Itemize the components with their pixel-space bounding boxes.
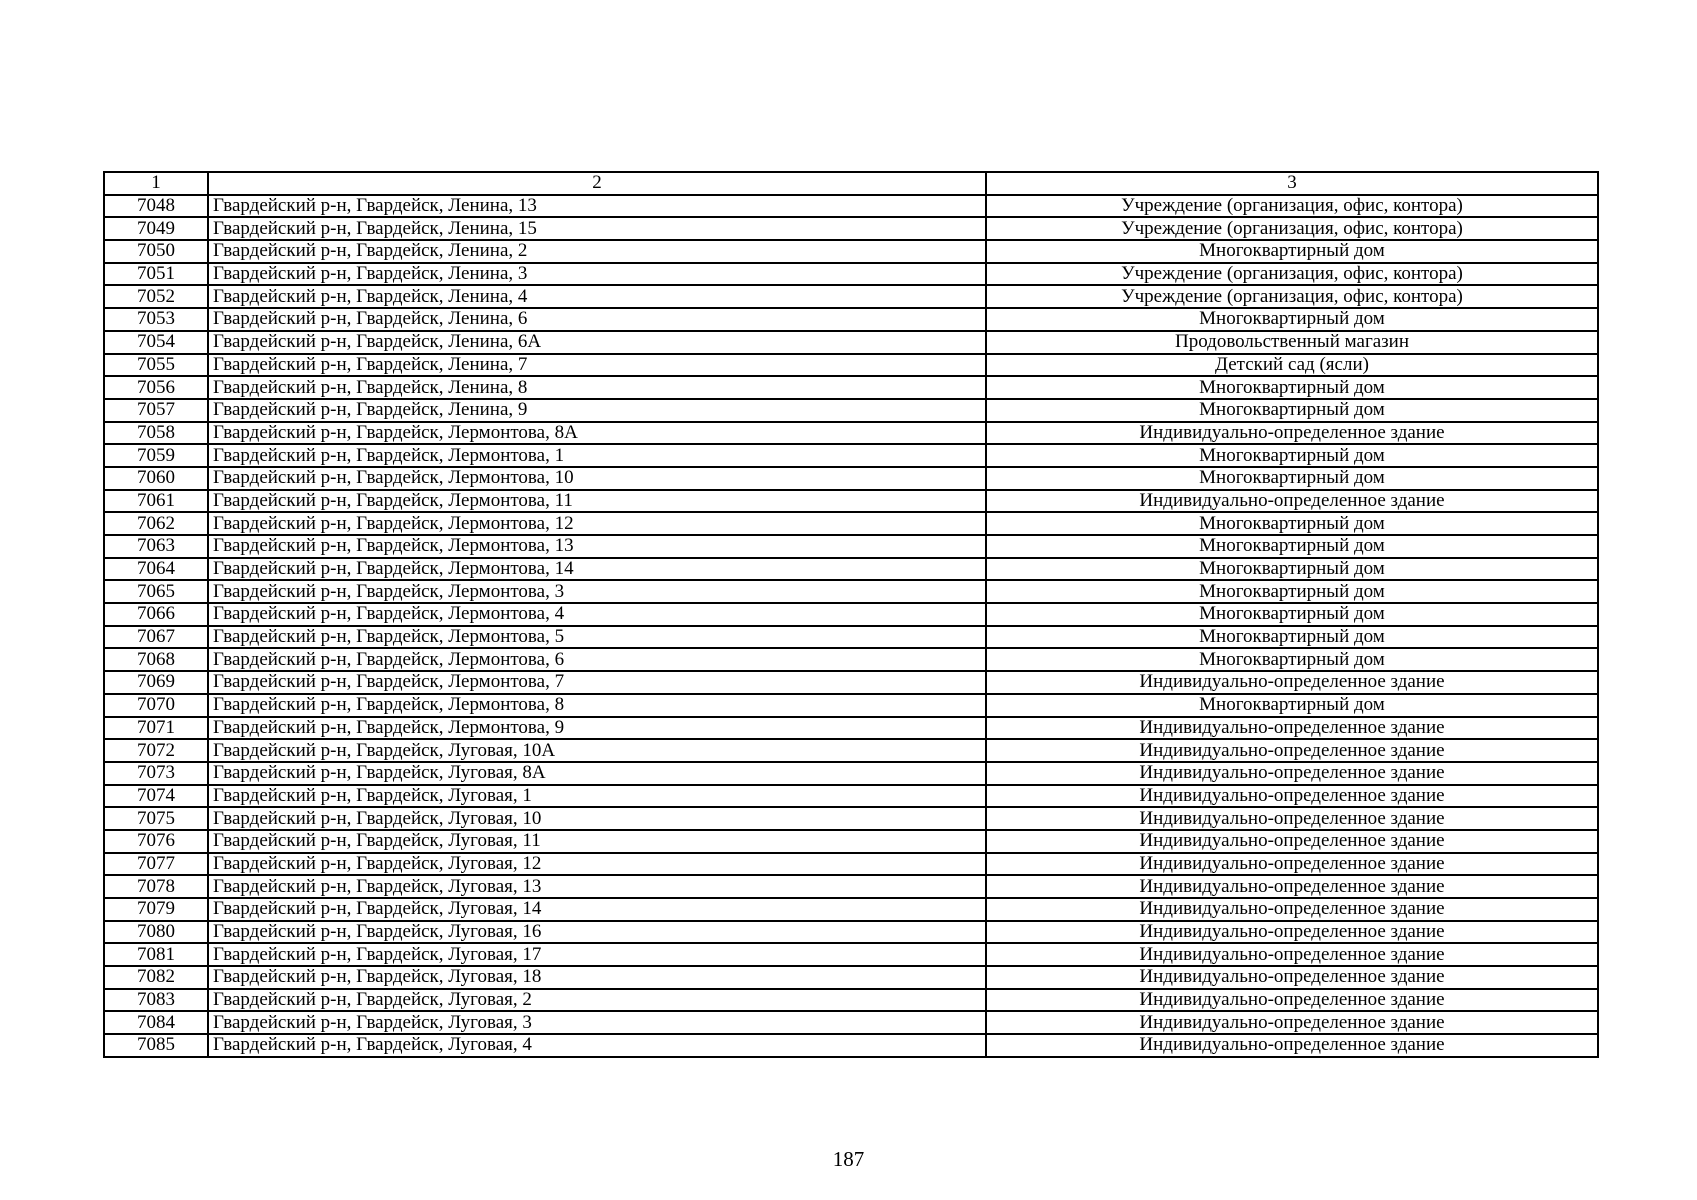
table-row (104, 626, 1598, 649)
row-address-cell: Гвардейский р-н, Гвардейск, Луговая, 4 (208, 1034, 986, 1057)
row-object-type-cell: Индивидуально-определенное здание (986, 989, 1598, 1012)
table-row (104, 535, 1598, 558)
table-row (104, 603, 1598, 626)
row-address-cell: Гвардейский р-н, Гвардейск, Ленина, 9 (208, 399, 986, 422)
row-number-cell: 7061 (104, 490, 208, 513)
row-number-cell: 7080 (104, 921, 208, 944)
table-row (104, 1011, 1598, 1034)
address-registry-table (103, 171, 1599, 1058)
row-number-cell: 7054 (104, 331, 208, 354)
row-object-type-cell: Индивидуально-определенное здание (986, 671, 1598, 694)
table-row (104, 898, 1598, 921)
row-address-cell: Гвардейский р-н, Гвардейск, Луговая, 1 (208, 785, 986, 808)
table-row (104, 943, 1598, 966)
table-row (104, 376, 1598, 399)
table-row (104, 512, 1598, 535)
row-object-type-cell: Многоквартирный дом (986, 694, 1598, 717)
row-address-cell: Гвардейский р-н, Гвардейск, Луговая, 18 (208, 966, 986, 989)
row-number-cell: 7064 (104, 558, 208, 581)
row-number-cell: 7078 (104, 875, 208, 898)
row-number-cell: 7051 (104, 263, 208, 286)
row-object-type-cell: Многоквартирный дом (986, 512, 1598, 535)
row-address-cell: Гвардейский р-н, Гвардейск, Лермонтова, 4 (208, 603, 986, 626)
row-number-cell: 7059 (104, 444, 208, 467)
table-row (104, 444, 1598, 467)
row-number-cell: 7060 (104, 467, 208, 490)
table-row (104, 240, 1598, 263)
table-row (104, 785, 1598, 808)
row-number-cell: 7077 (104, 853, 208, 876)
table-body (104, 195, 1598, 1057)
row-address-cell: Гвардейский р-н, Гвардейск, Лермонтова, 11 (208, 490, 986, 513)
row-object-type-cell: Индивидуально-определенное здание (986, 830, 1598, 853)
row-number-cell: 7063 (104, 535, 208, 558)
row-number-cell: 7085 (104, 1034, 208, 1057)
table-row (104, 739, 1598, 762)
table-row (104, 762, 1598, 785)
column-header-1: 1 (104, 172, 208, 195)
row-number-cell: 7070 (104, 694, 208, 717)
row-object-type-cell: Учреждение (организация, офис, контора) (986, 195, 1598, 218)
row-object-type-cell: Многоквартирный дом (986, 240, 1598, 263)
row-address-cell: Гвардейский р-н, Гвардейск, Луговая, 13 (208, 875, 986, 898)
row-number-cell: 7084 (104, 1011, 208, 1034)
row-address-cell: Гвардейский р-н, Гвардейск, Лермонтова, 8 (208, 694, 986, 717)
row-object-type-cell: Индивидуально-определенное здание (986, 1011, 1598, 1034)
table-row (104, 807, 1598, 830)
row-object-type-cell: Многоквартирный дом (986, 626, 1598, 649)
column-header-2: 2 (208, 172, 986, 195)
row-address-cell: Гвардейский р-н, Гвардейск, Лермонтова, 7 (208, 671, 986, 694)
row-object-type-cell: Индивидуально-определенное здание (986, 943, 1598, 966)
row-object-type-cell: Учреждение (организация, офис, контора) (986, 217, 1598, 240)
table-row (104, 285, 1598, 308)
row-address-cell: Гвардейский р-н, Гвардейск, Луговая, 8А (208, 762, 986, 785)
row-object-type-cell: Многоквартирный дом (986, 467, 1598, 490)
row-number-cell: 7076 (104, 830, 208, 853)
table-row (104, 648, 1598, 671)
row-object-type-cell: Многоквартирный дом (986, 376, 1598, 399)
row-address-cell: Гвардейский р-н, Гвардейск, Луговая, 17 (208, 943, 986, 966)
table-row (104, 217, 1598, 240)
row-address-cell: Гвардейский р-н, Гвардейск, Лермонтова, 3 (208, 580, 986, 603)
row-object-type-cell: Многоквартирный дом (986, 399, 1598, 422)
row-address-cell: Гвардейский р-н, Гвардейск, Лермонтова, 10 (208, 467, 986, 490)
row-number-cell: 7057 (104, 399, 208, 422)
row-object-type-cell: Многоквартирный дом (986, 444, 1598, 467)
row-address-cell: Гвардейский р-н, Гвардейск, Ленина, 3 (208, 263, 986, 286)
row-address-cell: Гвардейский р-н, Гвардейск, Луговая, 3 (208, 1011, 986, 1034)
row-number-cell: 7068 (104, 648, 208, 671)
table-row (104, 875, 1598, 898)
column-header-3: 3 (986, 172, 1598, 195)
table-row (104, 308, 1598, 331)
row-number-cell: 7058 (104, 422, 208, 445)
row-address-cell: Гвардейский р-н, Гвардейск, Луговая, 16 (208, 921, 986, 944)
row-address-cell: Гвардейский р-н, Гвардейск, Луговая, 11 (208, 830, 986, 853)
row-object-type-cell: Продовольственный магазин (986, 331, 1598, 354)
row-number-cell: 7049 (104, 217, 208, 240)
row-address-cell: Гвардейский р-н, Гвардейск, Лермонтова, 8А (208, 422, 986, 445)
table-row (104, 467, 1598, 490)
row-object-type-cell: Индивидуально-определенное здание (986, 853, 1598, 876)
row-address-cell: Гвардейский р-н, Гвардейск, Лермонтова, 14 (208, 558, 986, 581)
row-address-cell: Гвардейский р-н, Гвардейск, Луговая, 10А (208, 739, 986, 762)
table-row (104, 490, 1598, 513)
table-row (104, 830, 1598, 853)
row-number-cell: 7079 (104, 898, 208, 921)
row-number-cell: 7056 (104, 376, 208, 399)
row-address-cell: Гвардейский р-н, Гвардейск, Ленина, 8 (208, 376, 986, 399)
table-header-row (104, 172, 1598, 195)
table-row (104, 331, 1598, 354)
row-address-cell: Гвардейский р-н, Гвардейск, Ленина, 4 (208, 285, 986, 308)
row-number-cell: 7067 (104, 626, 208, 649)
table-row (104, 399, 1598, 422)
row-number-cell: 7083 (104, 989, 208, 1012)
row-address-cell: Гвардейский р-н, Гвардейск, Ленина, 15 (208, 217, 986, 240)
row-number-cell: 7055 (104, 354, 208, 377)
row-address-cell: Гвардейский р-н, Гвардейск, Ленина, 6 (208, 308, 986, 331)
table-row (104, 558, 1598, 581)
row-address-cell: Гвардейский р-н, Гвардейск, Луговая, 2 (208, 989, 986, 1012)
row-number-cell: 7066 (104, 603, 208, 626)
table-row (104, 354, 1598, 377)
table-row (104, 966, 1598, 989)
row-object-type-cell: Многоквартирный дом (986, 558, 1598, 581)
row-address-cell: Гвардейский р-н, Гвардейск, Лермонтова, 9 (208, 717, 986, 740)
row-object-type-cell: Индивидуально-определенное здание (986, 422, 1598, 445)
row-address-cell: Гвардейский р-н, Гвардейск, Лермонтова, 13 (208, 535, 986, 558)
row-object-type-cell: Многоквартирный дом (986, 308, 1598, 331)
row-address-cell: Гвардейский р-н, Гвардейск, Лермонтова, 1 (208, 444, 986, 467)
row-address-cell: Гвардейский р-н, Гвардейск, Луговая, 14 (208, 898, 986, 921)
row-object-type-cell: Индивидуально-определенное здание (986, 1034, 1598, 1057)
table-row (104, 1034, 1598, 1057)
row-number-cell: 7073 (104, 762, 208, 785)
row-number-cell: 7048 (104, 195, 208, 218)
table-row (104, 921, 1598, 944)
row-number-cell: 7075 (104, 807, 208, 830)
table-row (104, 694, 1598, 717)
row-object-type-cell: Индивидуально-определенное здание (986, 739, 1598, 762)
row-number-cell: 7050 (104, 240, 208, 263)
page-number: 187 (832, 1147, 865, 1171)
table-row (104, 195, 1598, 218)
table-row (104, 263, 1598, 286)
table-row (104, 580, 1598, 603)
row-address-cell: Гвардейский р-н, Гвардейск, Ленина, 13 (208, 195, 986, 218)
row-object-type-cell: Многоквартирный дом (986, 535, 1598, 558)
table-row (104, 422, 1598, 445)
row-number-cell: 7082 (104, 966, 208, 989)
row-object-type-cell: Индивидуально-определенное здание (986, 807, 1598, 830)
row-object-type-cell: Индивидуально-определенное здание (986, 921, 1598, 944)
row-number-cell: 7072 (104, 739, 208, 762)
row-object-type-cell: Индивидуально-определенное здание (986, 785, 1598, 808)
row-object-type-cell: Индивидуально-определенное здание (986, 875, 1598, 898)
row-address-cell: Гвардейский р-н, Гвардейск, Лермонтова, 5 (208, 626, 986, 649)
row-number-cell: 7069 (104, 671, 208, 694)
row-object-type-cell: Учреждение (организация, офис, контора) (986, 263, 1598, 286)
row-object-type-cell: Детский сад (ясли) (986, 354, 1598, 377)
table-row (104, 671, 1598, 694)
row-object-type-cell: Учреждение (организация, офис, контора) (986, 285, 1598, 308)
row-object-type-cell: Многоквартирный дом (986, 648, 1598, 671)
row-object-type-cell: Многоквартирный дом (986, 603, 1598, 626)
row-number-cell: 7071 (104, 717, 208, 740)
row-object-type-cell: Индивидуально-определенное здание (986, 490, 1598, 513)
row-number-cell: 7074 (104, 785, 208, 808)
row-object-type-cell: Индивидуально-определенное здание (986, 717, 1598, 740)
row-address-cell: Гвардейский р-н, Гвардейск, Лермонтова, 12 (208, 512, 986, 535)
row-object-type-cell: Индивидуально-определенное здание (986, 762, 1598, 785)
row-number-cell: 7053 (104, 308, 208, 331)
row-address-cell: Гвардейский р-н, Гвардейск, Луговая, 12 (208, 853, 986, 876)
row-object-type-cell: Индивидуально-определенное здание (986, 966, 1598, 989)
row-object-type-cell: Многоквартирный дом (986, 580, 1598, 603)
row-number-cell: 7065 (104, 580, 208, 603)
table-row (104, 717, 1598, 740)
row-address-cell: Гвардейский р-н, Гвардейск, Лермонтова, 6 (208, 648, 986, 671)
table-row (104, 853, 1598, 876)
row-address-cell: Гвардейский р-н, Гвардейск, Луговая, 10 (208, 807, 986, 830)
row-address-cell: Гвардейский р-н, Гвардейск, Ленина, 7 (208, 354, 986, 377)
row-object-type-cell: Индивидуально-определенное здание (986, 898, 1598, 921)
table-row (104, 989, 1598, 1012)
row-address-cell: Гвардейский р-н, Гвардейск, Ленина, 6А (208, 331, 986, 354)
row-address-cell: Гвардейский р-н, Гвардейск, Ленина, 2 (208, 240, 986, 263)
row-number-cell: 7062 (104, 512, 208, 535)
row-number-cell: 7052 (104, 285, 208, 308)
row-number-cell: 7081 (104, 943, 208, 966)
